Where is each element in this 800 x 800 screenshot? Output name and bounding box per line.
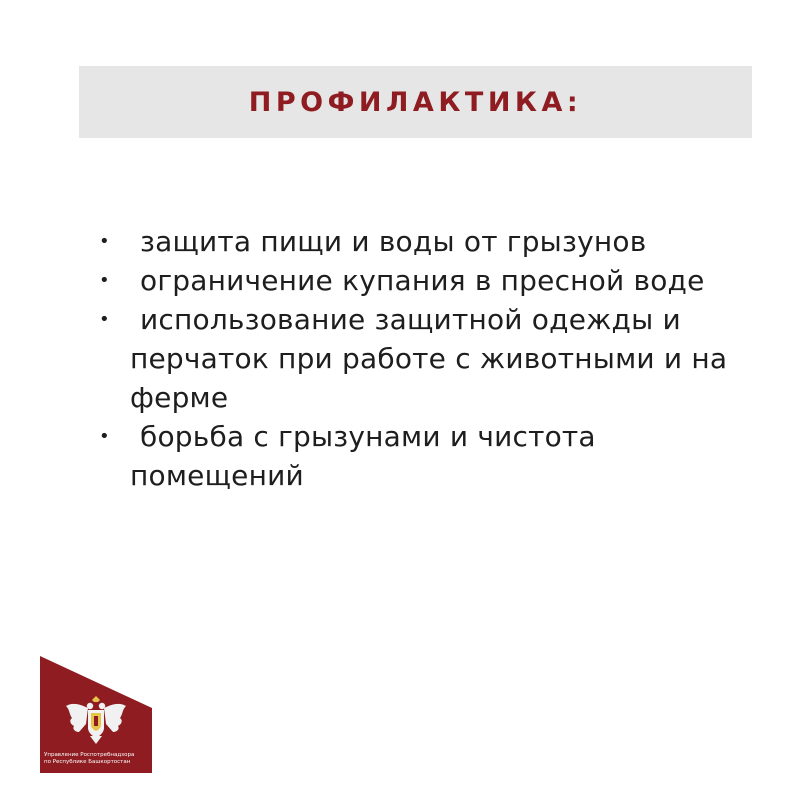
bullet-icon: • — [99, 231, 110, 252]
org-caption-line2: по Республике Башкортостан — [44, 759, 131, 765]
list-item-text: борьба с грызунами и чистота помещений — [130, 420, 596, 492]
list-item — [96, 261, 756, 300]
list-item — [96, 222, 756, 261]
bullet-icon: • — [99, 309, 110, 330]
list-item-text: ограничение купания в пресной воде — [140, 264, 705, 297]
org-caption-line1: Управление Роспотребнадзора — [44, 752, 135, 758]
title-band — [79, 66, 752, 138]
list-item-text: защита пищи и воды от грызунов — [140, 225, 647, 258]
org-caption — [44, 752, 154, 766]
page-title: ПРОФИЛАКТИКА: — [248, 86, 583, 118]
bullet-icon: • — [99, 426, 110, 447]
list-item — [96, 300, 756, 417]
bullet-icon: • — [99, 270, 110, 291]
list-item — [96, 417, 756, 495]
list-item-text: использование защитной одежды и перчаток при работе с животными и на ферме — [130, 303, 728, 414]
prevention-list — [96, 222, 756, 495]
